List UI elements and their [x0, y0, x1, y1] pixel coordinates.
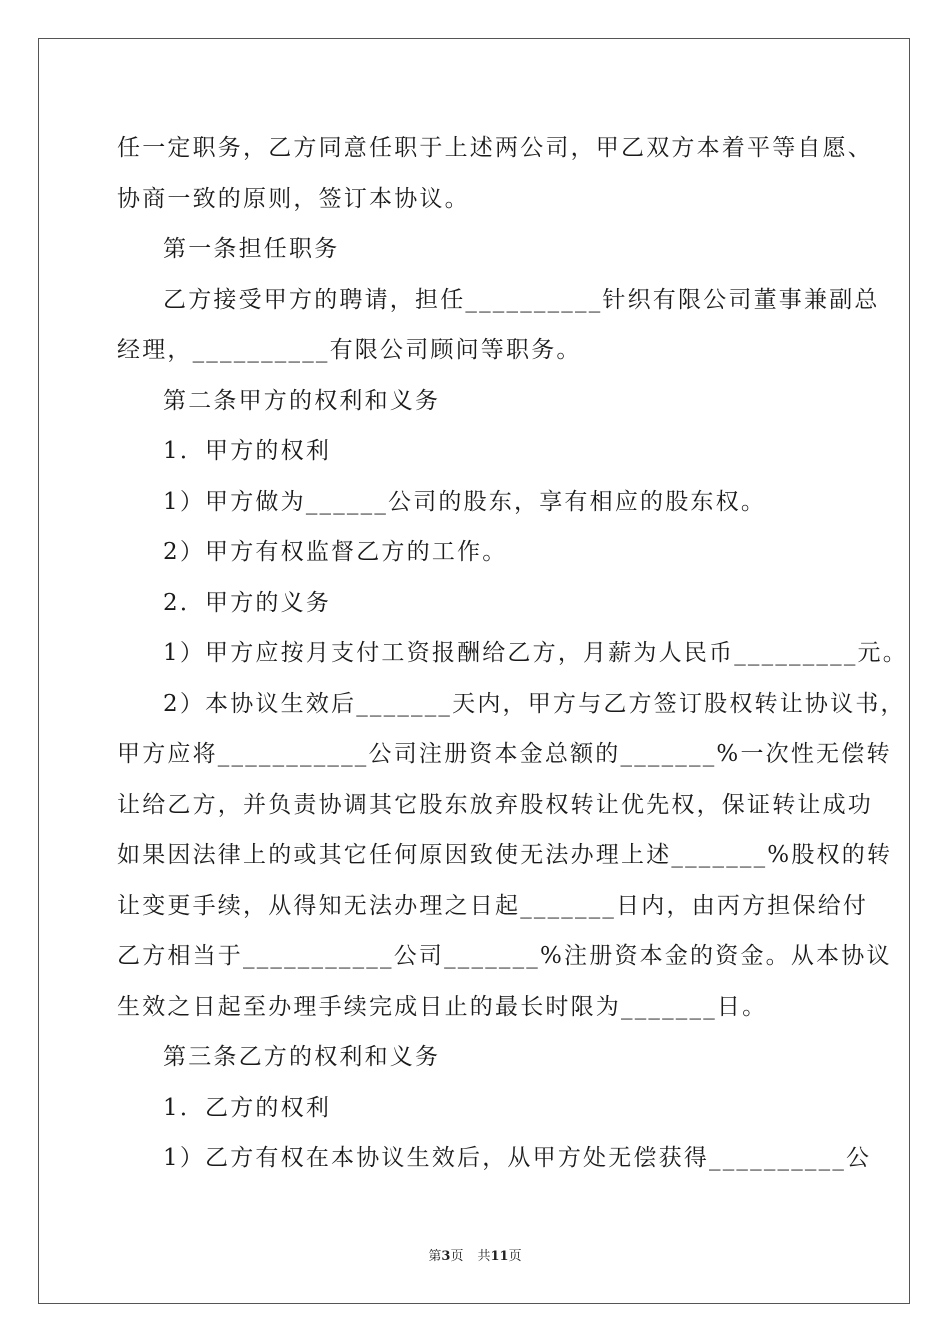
list-item: 2）本协议生效后_______天内，甲方与乙方签订股权转让协议书， — [163, 691, 906, 717]
section-heading-article-3: 第三条乙方的权利和义务 — [163, 1044, 441, 1070]
subsection-heading: 2．甲方的义务 — [163, 590, 332, 616]
page-number-prefix: 第 — [428, 1249, 442, 1264]
page-footer — [0, 1248, 950, 1266]
body-text-line: 甲方应将___________公司注册资本金总额的_______%一次性无偿转 — [117, 741, 892, 767]
page-number-suffix: 页 — [450, 1249, 464, 1264]
total-pages-prefix: 共 — [477, 1249, 491, 1264]
subsection-heading: 1．乙方的权利 — [163, 1095, 332, 1121]
body-text-line: 经理，__________有限公司顾问等职务。 — [117, 337, 582, 363]
body-text-line: 让变更手续，从得知无法办理之日起_______日内，由丙方担保给付 — [117, 893, 869, 919]
list-item: 1）乙方有权在本协议生效后，从甲方处无偿获得__________公 — [163, 1145, 872, 1171]
list-item: 1）甲方应按月支付工资报酬给乙方，月薪为人民币_________元。 — [163, 640, 908, 666]
body-text-line: 协商一致的原则，签订本协议。 — [117, 186, 470, 212]
section-heading-article-1: 第一条担任职务 — [163, 236, 340, 262]
list-item: 2）甲方有权监督乙方的工作。 — [163, 539, 508, 565]
body-text-line: 让给乙方，并负责协调其它股东放弃股权转让优先权，保证转让成功 — [117, 792, 873, 818]
body-text-line: 乙方相当于___________公司_______%注册资本金的资金。从本协议 — [117, 943, 892, 969]
total-pages-suffix: 页 — [508, 1249, 522, 1264]
total-pages-number: 11 — [490, 1249, 509, 1264]
body-text-line: 乙方接受甲方的聘请，担任__________针织有限公司董事兼副总 — [163, 287, 880, 313]
current-page-number: 3 — [441, 1249, 451, 1264]
body-text-line: 如果因法律上的或其它任何原因致使无法办理上述_______%股权的转 — [117, 842, 893, 868]
section-heading-article-2: 第二条甲方的权利和义务 — [163, 388, 441, 414]
body-text-line: 生效之日起至办理手续完成日止的最长时限为_______日。 — [117, 994, 768, 1020]
body-text-line: 任一定职务，乙方同意任职于上述两公司，甲乙双方本着平等自愿、 — [117, 135, 873, 161]
list-item: 1）甲方做为______公司的股东，享有相应的股东权。 — [163, 489, 767, 515]
subsection-heading: 1．甲方的权利 — [163, 438, 332, 464]
